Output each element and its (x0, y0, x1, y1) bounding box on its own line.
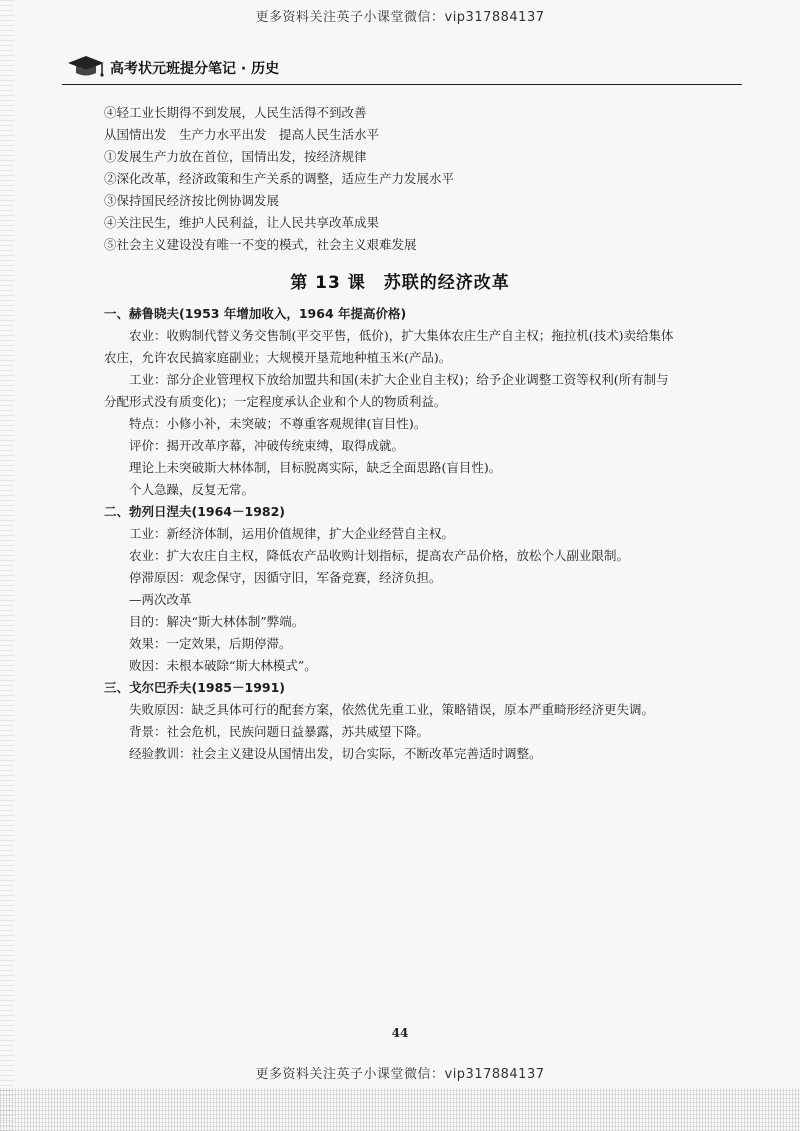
section-heading: 一、赫鲁晓夫(1953 年增加收入，1964 年提高价格) (104, 306, 407, 321)
body-line: 工业：新经济体制，运用价值规律，扩大企业经营自主权。 (104, 526, 455, 541)
scan-edge (0, 0, 14, 1131)
header-title: 高考状元班提分笔记 · 历史 (110, 61, 280, 77)
lesson-body (104, 303, 724, 765)
body-line: 个人急躁，反复无常。 (104, 482, 255, 497)
graduation-cap-icon (66, 54, 106, 78)
body-line: —两次改革 (104, 592, 192, 607)
body-line: 农业：扩大农庄自主权，降低农产品收购计划指标，提高农产品价格，放松个人副业限制。 (104, 548, 630, 563)
body-line: 败因：未根本破除“斯大林模式”。 (104, 658, 317, 673)
section-heading: 三、戈尔巴乔夫(1985－1991) (104, 680, 286, 695)
body-line: 理论上未突破斯大林体制，目标脱离实际，缺乏全面思路(盲目性)。 (104, 460, 502, 475)
scan-noise (0, 1088, 800, 1131)
body-line: 农庄，允许农民搞家庭副业；大规模开垦荒地种植玉米(产品)。 (104, 350, 452, 365)
body-line: 工业：部分企业管理权下放给加盟共和国(未扩大企业自主权)；给予企业调整工资等权利(所有制与 (104, 372, 669, 387)
lesson-title: 第 13 课 苏联的经济改革 (290, 273, 510, 293)
body-line: 农业：收购制代替义务交售制(平交平售，低价)，扩大集体农庄生产自主权；拖拉机(技术)卖给集体 (104, 328, 674, 343)
section-heading: 二、勃列日涅夫(1964－1982) (104, 504, 286, 519)
body-line: 特点：小修小补，未突破；不尊重客观规律(盲目性)。 (104, 416, 427, 431)
intro-line: ②深化改革，经济政策和生产关系的调整，适应生产力发展水平 (104, 171, 455, 186)
body-line: 失败原因：缺乏具体可行的配套方案，依然优先重工业，策略错误，原本严重畸形经济更失调。 (104, 702, 655, 717)
intro-line: ③保持国民经济按比例协调发展 (104, 193, 280, 208)
body-line: 评价：揭开改革序幕，冲破传统束缚，取得成就。 (104, 438, 405, 453)
body-line: 停滞原因：观念保守，因循守旧，军备竞赛，经济负担。 (104, 570, 442, 585)
intro-line: ④轻工业长期得不到发展，人民生活得不到改善 (104, 105, 367, 120)
page-number: 44 (391, 1026, 409, 1040)
body-line: 目的：解决“斯大林体制”弊端。 (104, 614, 305, 629)
page-header (62, 48, 742, 85)
body-line: 效果：一定效果，后期停滞。 (104, 636, 292, 651)
watermark-bottom: 更多资料关注英子小课堂微信：vip317884137 (255, 1067, 545, 1082)
body-line: 背景：社会危机，民族问题日益暴露，苏共威望下降。 (104, 724, 430, 739)
body-line: 分配形式没有质变化)；一定程度承认企业和个人的物质利益。 (104, 394, 447, 409)
body-line: 经验教训：社会主义建设从国情出发，切合实际，不断改革完善适时调整。 (104, 746, 542, 761)
intro-line: ④关注民生，维护人民利益，让人民共享改革成果 (104, 215, 380, 230)
intro-line: 从国情出发 生产力水平出发 提高人民生活水平 (104, 127, 380, 142)
intro-line: ⑤社会主义建设没有唯一不变的模式，社会主义艰难发展 (104, 237, 417, 252)
watermark-top: 更多资料关注英子小课堂微信：vip317884137 (255, 10, 545, 25)
intro-line: ①发展生产力放在首位，国情出发，按经济规律 (104, 149, 367, 164)
intro-list (104, 102, 724, 256)
